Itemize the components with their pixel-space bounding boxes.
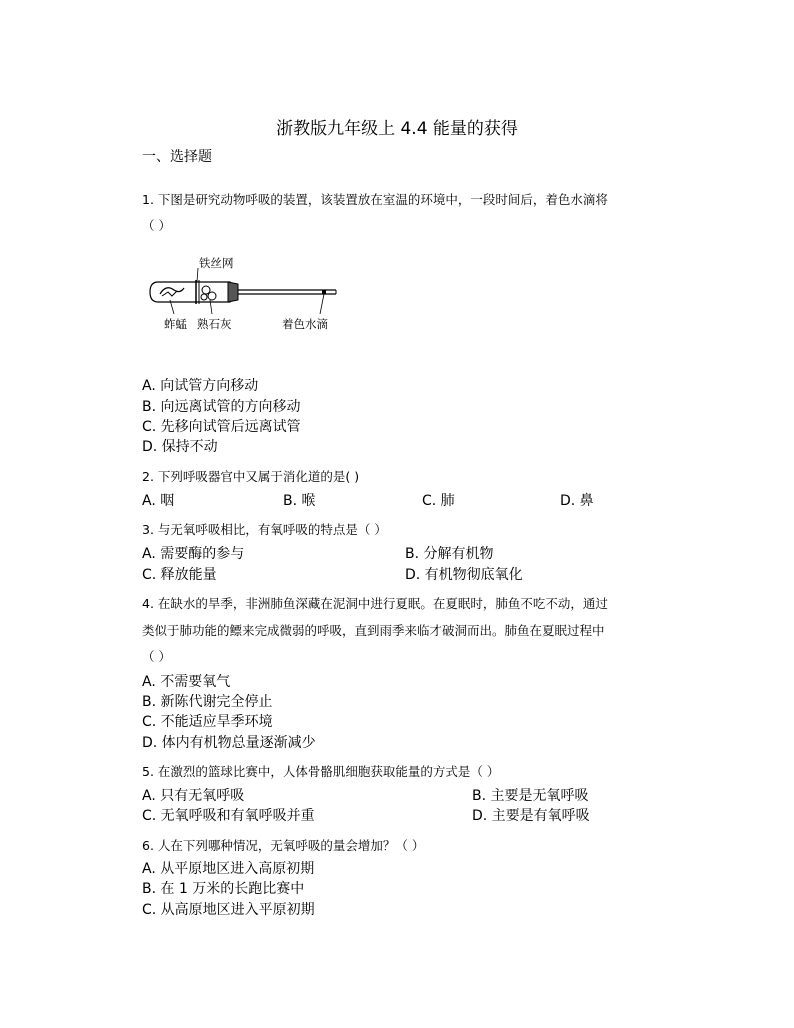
q1-stem-line2: （ ） bbox=[142, 218, 171, 233]
q3-option-c: C. 释放能量 bbox=[142, 567, 217, 583]
q1-option-a: A. 向试管方向移动 bbox=[142, 378, 259, 394]
q5-option-c: C. 无氧呼吸和有氧呼吸并重 bbox=[142, 808, 315, 824]
q3-option-b: B. 分解有机物 bbox=[405, 546, 494, 562]
label-lime: 熟石灰 bbox=[197, 317, 232, 331]
q3-option-a: A. 需要酶的参与 bbox=[142, 546, 245, 562]
q4-stem-line1: 4. 在缺水的旱季，非洲肺鱼深藏在泥洞中进行夏眠。在夏眠时，肺鱼不吃不动，通过 bbox=[142, 596, 608, 611]
q5-option-d: D. 主要是有氧呼吸 bbox=[472, 808, 590, 824]
q1-option-d: D. 保持不动 bbox=[142, 439, 218, 455]
q4-stem-line3: （ ） bbox=[142, 649, 171, 664]
q6-option-a: A. 从平原地区进入高原初期 bbox=[142, 861, 315, 877]
label-water-drop: 着色水滴 bbox=[282, 317, 328, 331]
q1-stem-line1: 1. 下图是研究动物呼吸的装置，该装置放在室温的环境中，一段时间后，着色水滴将 bbox=[142, 192, 608, 207]
q5-option-a: A. 只有无氧呼吸 bbox=[142, 788, 245, 804]
q3-stem: 3. 与无氧呼吸相比，有氧呼吸的特点是（ ） bbox=[142, 522, 387, 537]
q6-option-b: B. 在 1 万米的长跑比赛中 bbox=[142, 881, 305, 897]
page-title: 浙教版九年级上 4.4 能量的获得 bbox=[276, 119, 518, 139]
label-grasshopper: 蚱蜢 bbox=[164, 317, 187, 331]
q3-option-d: D. 有机物彻底氧化 bbox=[405, 567, 523, 583]
label-wire-mesh: 铁丝网 bbox=[199, 256, 234, 270]
q2-option-c: C. 肺 bbox=[422, 493, 455, 509]
q5-stem: 5. 在激烈的篮球比赛中，人体骨骼肌细胞获取能量的方式是（ ） bbox=[142, 764, 500, 779]
q2-option-b: B. 喉 bbox=[283, 493, 316, 509]
q2-option-a: A. 咽 bbox=[142, 493, 175, 509]
q4-stem-line2: 类似于肺功能的鳔来完成微弱的呼吸，直到雨季来临才破洞而出。肺鱼在夏眠过程中 bbox=[142, 623, 605, 638]
q2-option-d: D. 鼻 bbox=[560, 493, 594, 509]
q4-option-c: C. 不能适应旱季环境 bbox=[142, 714, 273, 730]
q5-option-b: B. 主要是无氧呼吸 bbox=[472, 788, 589, 804]
q4-option-d: D. 体内有机物总量逐渐减少 bbox=[142, 735, 316, 751]
q4-option-b: B. 新陈代谢完全停止 bbox=[142, 694, 273, 710]
q1-option-b: B. 向远离试管的方向移动 bbox=[142, 399, 301, 415]
q2-stem: 2. 下列呼吸器官中又属于消化道的是( ) bbox=[142, 469, 360, 484]
q4-option-a: A. 不需要氧气 bbox=[142, 674, 231, 690]
section-heading: 一、选择题 bbox=[142, 149, 212, 165]
q6-stem: 6. 人在下列哪种情况，无氧呼吸的量会增加？（ ） bbox=[142, 838, 425, 853]
q6-option-c: C. 从高原地区进入平原初期 bbox=[142, 902, 315, 918]
q1-option-c: C. 先移向试管后远离试管 bbox=[142, 419, 301, 435]
